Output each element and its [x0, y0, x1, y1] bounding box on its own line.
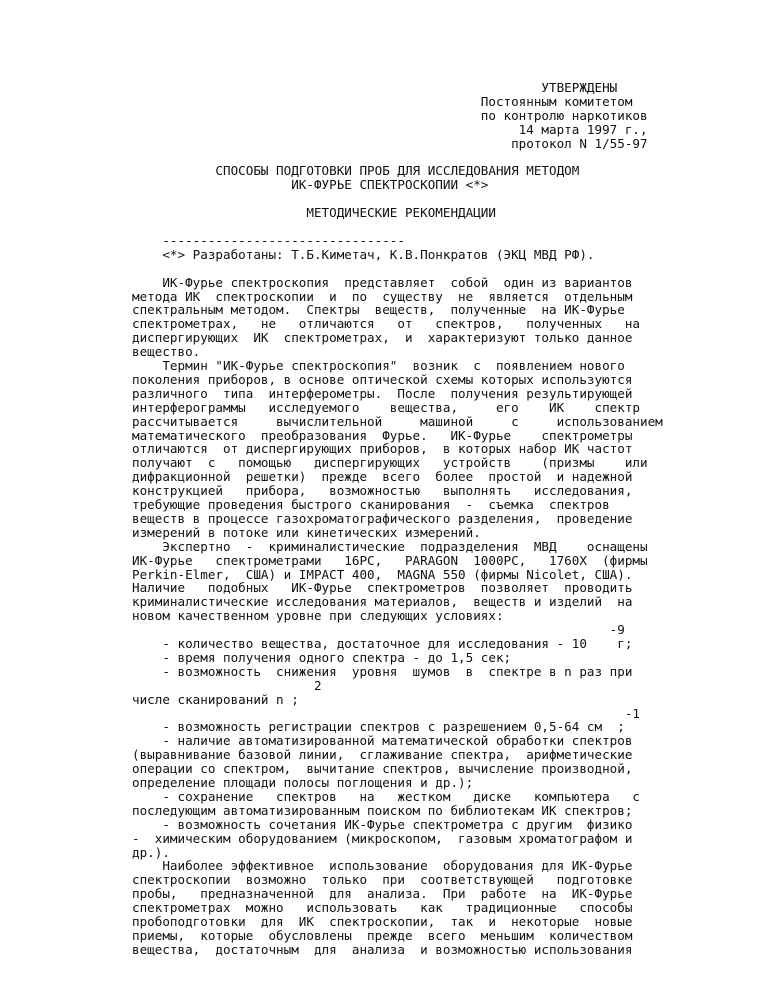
text-line: ИК-Фурье спектрометрами 16PC, PARAGON 1000PC, 1760X (фирмы: [132, 552, 648, 568]
text-line: отличаются от диспергирующих приборов, в которых набор ИК частот: [132, 441, 633, 457]
text-line: числе сканирований n ;: [132, 691, 299, 707]
text-line: - количество вещества, достаточное для исследования - 10 г;: [132, 636, 633, 651]
text-line: новом качественном уровне при следующих условиях:: [132, 608, 504, 624]
text-line: веществ в процессе газохроматографического разделения, проведение: [132, 510, 633, 526]
text-line: математического преобразования Фурье. ИК-Фурье спектрометры: [132, 427, 633, 443]
text-line: спектральным методом. Спектры веществ, полученные на ИК-Фурье: [132, 302, 625, 318]
text-line: протокол N 1/55-97: [132, 135, 648, 151]
text-line: получают с помощью диспергирующих устройств (призмы или: [132, 455, 648, 471]
text-line: требующие проведения быстрого сканирования - съемка спектров: [132, 497, 610, 512]
text-line: Постоянным комитетом: [132, 93, 633, 109]
text-line: --------------------------------: [132, 232, 405, 248]
text-line: - наличие автоматизированной математической обработки спектров: [132, 733, 633, 749]
text-line: ИК-Фурье спектроскопия представляет собой один из вариантов: [132, 274, 633, 290]
text-line: метода ИК спектроскопии и по существу не является отдельным: [132, 288, 633, 304]
text-line: дифракционной решетки) прежде всего более простой и надежной: [132, 469, 633, 485]
text-line: - химическим оборудованием (микроскопом, газовым хроматографом и: [132, 830, 633, 846]
text-line: 2: [132, 677, 322, 693]
text-line: конструкцией прибора, возможностью выполнять исследования,: [132, 483, 633, 499]
text-line: диспергирующих ИК спектрометрах, и характеризуют только данное: [132, 330, 633, 346]
text-line: СПОСОБЫ ПОДГОТОВКИ ПРОБ ДЛЯ ИССЛЕДОВАНИЯ МЕТОДОМ: [132, 163, 580, 179]
text-line: криминалистические исследования материалов, веществ и изделий на: [132, 594, 633, 610]
text-line: Наличие подобных ИК-Фурье спектрометров позволяет проводить: [132, 580, 633, 596]
text-line: - возможность снижения уровня шумов в спектре в n раз при: [132, 663, 633, 679]
text-line: интерферограммы исследуемого вещества, его ИК спектр: [132, 399, 640, 415]
text-line: -9: [132, 622, 625, 638]
text-line: ИК-ФУРЬЕ СПЕКТРОСКОПИИ <*>: [132, 177, 489, 193]
text-line: <*> Разработаны: Т.Б.Киметач, К.В.Понкратов (ЭКЦ МВД РФ).: [132, 246, 595, 262]
text-line: по контролю наркотиков: [132, 107, 648, 123]
text-line: операции со спектром, вычитание спектров, вычисление производной,: [132, 761, 633, 777]
text-line: др.).: [132, 844, 170, 860]
text-line: Термин "ИК-Фурье спектроскопия" возник с появлением нового: [132, 358, 625, 373]
text-line: определение площади полосы поглощения и др.);: [132, 775, 474, 790]
text-line: - время получения одного спектра - до 1,5 сек;: [132, 649, 512, 665]
text-line: последующим автоматизированным поиском по библиотекам ИК спектров;: [132, 802, 633, 818]
text-line: рассчитывается вычислительной машиной с использованием: [132, 413, 663, 429]
text-line: спектрометрах, не отличаются от спектров, полученных на: [132, 316, 640, 332]
text-line: МЕТОДИЧЕСКИЕ РЕКОМЕНДАЦИИ: [132, 205, 496, 221]
text-line: Экспертно - криминалистические подразделения МВД оснащены: [132, 538, 648, 554]
text-line: поколения приборов, в основе оптической схемы которых используются: [132, 371, 633, 387]
text-line: 14 марта 1997 г.,: [132, 121, 648, 137]
text-line: (выравнивание базовой линии, сглаживание спектра, арифметические: [132, 747, 633, 763]
text-line: вещество.: [132, 344, 201, 360]
text-line: Наиболее эффективное использование оборудования для ИК-Фурье: [132, 858, 633, 874]
text-line: пробоподготовки для ИК спектроскопии, так и некоторые новые: [132, 914, 633, 929]
text-line: - сохранение спектров на жестком диске компьютера с: [132, 788, 640, 804]
text-line: вещества, достаточным для анализа и возможностью использования: [132, 941, 633, 957]
text-line: -1: [132, 705, 640, 721]
text-line: пробы, предназначенной для анализа. При работе на ИК-Фурье: [132, 886, 633, 902]
text-line: приемы, которые обусловлены прежде всего меньшим количеством: [132, 927, 633, 943]
text-line: спектроскопии возможно только при соответствующей подготовке: [132, 872, 633, 888]
text-line: УТВЕРЖДЕНЫ: [132, 80, 618, 95]
text-line: - возможность сочетания ИК-Фурье спектрометра с другим физико: [132, 816, 633, 832]
text-line: Perkin-Elmer, США) и IMPACT 400, MAGNA 550 (фирмы Nicolet, США).: [132, 566, 633, 582]
text-line: различного типа интерферометры. После получения результирующей: [132, 385, 633, 401]
text-line: - возможность регистрации спектров с разрешением 0,5-64 см ;: [132, 719, 625, 735]
text-line: спектрометрах можно использовать как традиционные способы: [132, 900, 633, 916]
text-line: измерений в потоке или кинетических измерений.: [132, 524, 481, 540]
